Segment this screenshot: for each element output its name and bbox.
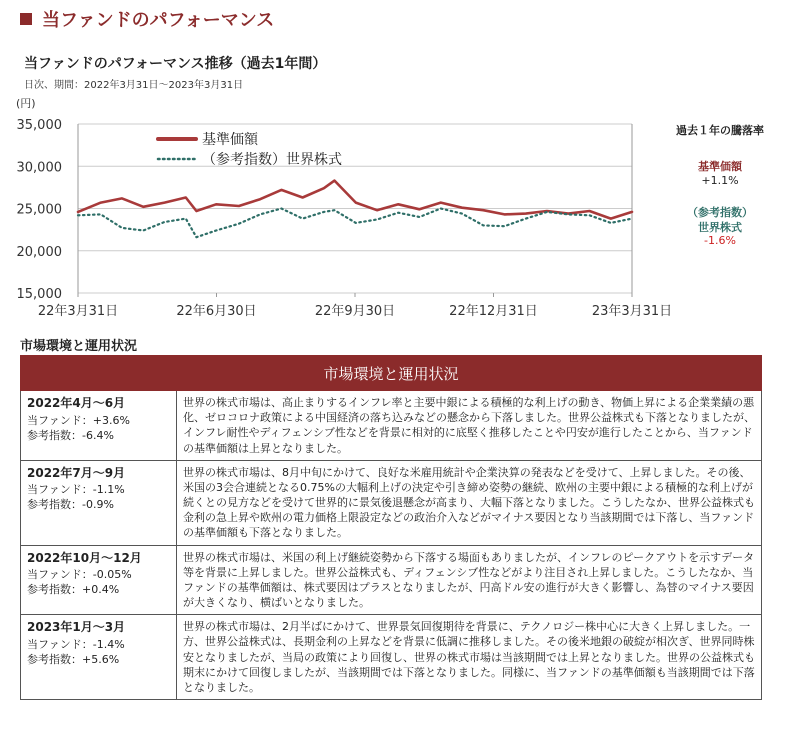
table-row	[21, 615, 762, 700]
y-tick-label: 30,000	[16, 160, 62, 176]
period-label: 2022年7月～9月	[27, 465, 126, 480]
x-tick-label: 22年6月30日	[176, 304, 257, 319]
table-row	[21, 545, 762, 615]
commentary-cell: 世界の株式市場は、高止まりするインフレ率と主要中銀による積極的な利上げの動き、物価上昇による企業業績の悪化、ゼロコロナ政策による中国経済の落ち込みなどの懸念から下落しました。世界公益株式も下落となりましたが、インフレ耐性やディフェンシブ性などを背景に相対的に底堅く推移したことや円安が進行したことから、当ファンドの基準価額は上昇となりました。	[177, 391, 762, 461]
y-tick-label: 15,000	[16, 287, 62, 302]
table-row	[21, 460, 762, 545]
index-return: 参考指数：-6.4%	[27, 428, 114, 442]
period-cell	[21, 460, 177, 545]
period-label: 2022年10月～12月	[27, 550, 142, 565]
index-return: 参考指数：-0.9%	[27, 498, 114, 512]
return-index-label: （参考指数）	[687, 206, 753, 219]
table-row	[21, 391, 762, 461]
y-unit-label: (円)	[16, 97, 36, 110]
index-return: 参考指数：+5.6%	[27, 652, 120, 666]
market-table	[20, 355, 762, 700]
return-fund-value: +1.1%	[701, 174, 739, 187]
return-fund-label: 基準価額	[698, 160, 742, 173]
section-title-text: 当ファンドのパフォーマンス	[42, 10, 275, 31]
legend-fund-label: 基準価額	[202, 132, 258, 148]
index-line	[78, 209, 632, 238]
commentary-cell: 世界の株式市場は、米国の利上げ継続姿勢から下落する場面もありましたが、インフレのピークアウトを示すデータ等を背景に上昇しました。世界公益株式も、ディフェンシブ性などがより注目され上昇しました。こうしたなか、当ファンドの基準価額は、株式要因はプラスとなりましたが、円高ドル安の進行が大きく影響し、為替のマイナス要因が大きくなり、横ばいとなりました。	[177, 545, 762, 615]
y-tick-label: 35,000	[16, 118, 62, 133]
x-tick-label: 22年3月31日	[37, 304, 119, 319]
chart-subtitle: 日次、期間：2022年3月31日～2023年3月31日	[24, 80, 244, 91]
x-tick-label: 22年12月31日	[449, 304, 538, 319]
commentary-cell: 世界の株式市場は、2月半ばにかけて、世界景気回復期待を背景に、テクノロジー株中心に大きく上昇しました。一方、世界公益株式は、長期金利の上昇などを背景に低調に推移しました。その後米地銀の破綻が相次ぎ、世界同時株安となりましたが、当局の政策により回復し、世界の株式市場は当該期間では上昇となりました。世界の公益株式も期末にかけて回復しましたが、当該期間では下落となりました。同様に、当ファンドの基準価額も当該期間では下落となりました。	[177, 615, 762, 700]
x-tick-label: 22年9月30日	[314, 304, 396, 319]
market-heading: 市場環境と運用状況	[20, 339, 138, 354]
fund-nav-line	[78, 181, 632, 219]
performance-chart	[0, 100, 673, 325]
index-return: 参考指数：+0.4%	[27, 583, 120, 597]
period-label: 2022年4月～6月	[27, 396, 126, 410]
y-tick-label: 20,000	[16, 244, 62, 260]
return-index-label-2: 世界株式	[698, 221, 742, 234]
return-index-value: -1.6%	[704, 234, 736, 247]
fund-return: 当ファンド：+3.6%	[27, 413, 130, 427]
fund-return: 当ファンド：-0.05%	[27, 568, 132, 582]
legend-index-label: （参考指数）世界株式	[202, 152, 342, 168]
chart-title: 当ファンドのパフォーマンス推移（過去1年間）	[24, 56, 327, 72]
return-heading: 過去１年の騰落率	[676, 124, 764, 137]
period-cell	[21, 391, 177, 461]
fund-return: 当ファンド：-1.1%	[27, 483, 125, 497]
section-title	[20, 6, 274, 32]
period-cell	[21, 615, 177, 700]
fund-return: 当ファンド：-1.4%	[27, 637, 125, 651]
x-tick-label: 23年3月31日	[591, 304, 673, 319]
period-cell	[21, 545, 177, 615]
market-table-header: 市場環境と運用状況	[21, 356, 762, 391]
y-tick-label: 25,000	[16, 202, 62, 218]
period-label: 2023年1月～3月	[27, 620, 126, 635]
commentary-cell: 世界の株式市場は、8月中旬にかけて、良好な米雇用統計や企業決算の発表などを受けて、上昇しました。その後、米国の3会合連続となる0.75%の大幅利上げの決定や引き締め姿勢の継続、欧州の主要中銀による積極的な利上げが続くとの見方などを受けて世界的に景気後退懸念が高まり、大幅下落となりました。こうしたなか、世界公益株式も金利の急上昇や欧州の電力価格上限設定などの政治介入などがマイナス要因となり当該期間では下落し、当ファンドの基準価額も下落となりました。	[177, 460, 762, 545]
section-marker-icon	[20, 13, 32, 25]
